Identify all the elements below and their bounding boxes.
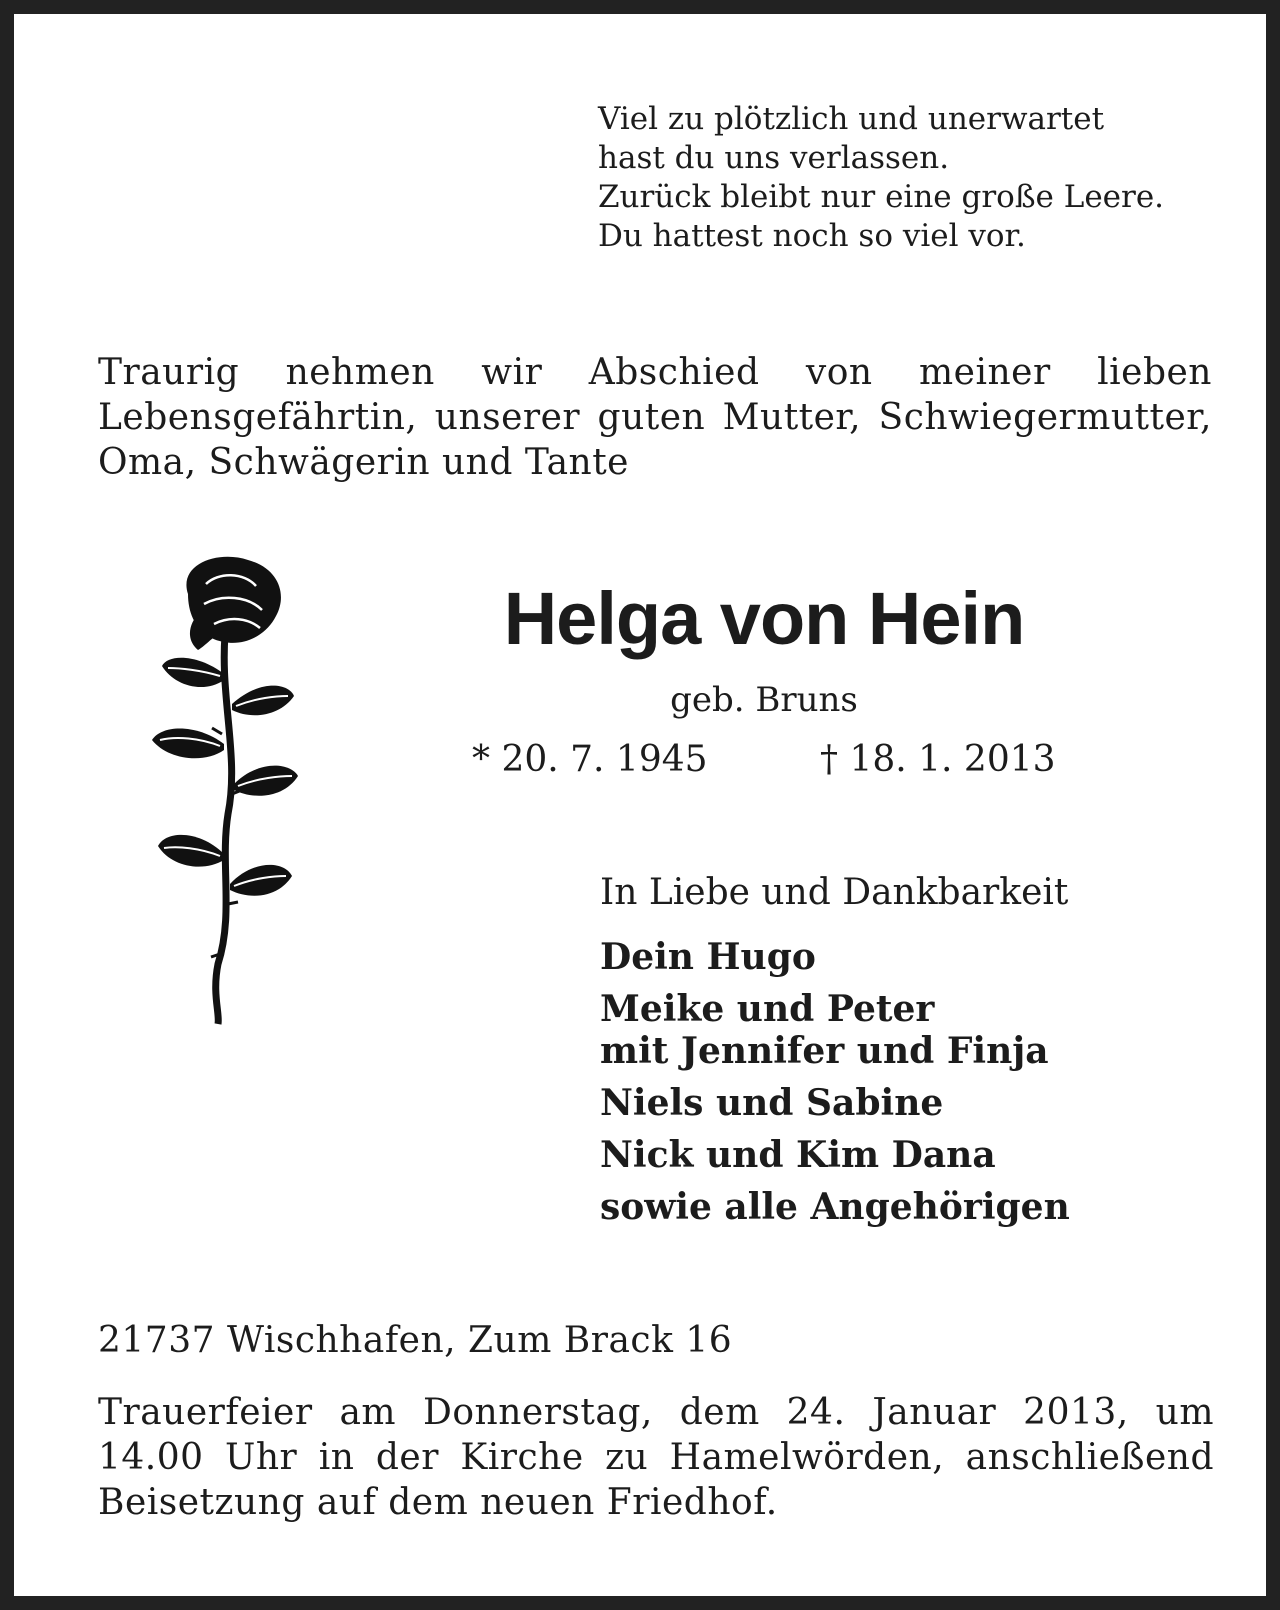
- intro-text: Traurig nehmen wir Abschied von meiner lieben Lebensgefährtin, unserer guten Mutter, Schwiegermutter, Oma, Schwägerin und Tante: [98, 352, 1212, 483]
- mourner-line: mit Jennifer und Finja: [600, 1030, 1049, 1072]
- thanks-line: In Liebe und Dankbarkeit: [600, 872, 1069, 913]
- poem-line: Zurück bleibt nur eine große Leere.: [598, 179, 1165, 215]
- poem-line: Viel zu plötzlich und unerwartet: [598, 101, 1105, 137]
- mourner-line: Nick und Kim Dana: [600, 1134, 996, 1176]
- mourner-line: sowie alle Angehörigen: [600, 1186, 1070, 1228]
- address: 21737 Wischhafen, Zum Brack 16: [98, 1320, 733, 1361]
- mourner-entry: [600, 1134, 1070, 1176]
- maiden-name: geb. Bruns: [670, 680, 858, 720]
- death-date: † 18. 1. 2013: [820, 739, 1056, 780]
- mourners-list: [600, 936, 1070, 1238]
- rose-icon: [148, 554, 308, 1034]
- mourner-entry: [600, 936, 1070, 978]
- deceased-name: Helga von Hein: [503, 577, 1025, 660]
- mourner-entry: [600, 988, 1070, 1072]
- mourner-line: Dein Hugo: [600, 936, 816, 978]
- life-dates: [472, 739, 1132, 780]
- funeral-info: Trauerfeier am Donnerstag, dem 24. Januar 2013, um 14.00 Uhr in der Kirche zu Hamelwörden, anschließend Beisetzung auf dem neuen Friedhof.: [98, 1392, 1214, 1523]
- mourner-entry: [600, 1186, 1070, 1228]
- poem-line: hast du uns verlassen.: [598, 140, 950, 176]
- mourner-line: Niels und Sabine: [600, 1082, 944, 1124]
- mourner-line: Meike und Peter: [600, 988, 935, 1030]
- poem: [598, 100, 1238, 256]
- birth-date: * 20. 7. 1945: [472, 739, 708, 780]
- mourner-entry: [600, 1082, 1070, 1124]
- poem-line: Du hattest noch so viel vor.: [598, 218, 1026, 254]
